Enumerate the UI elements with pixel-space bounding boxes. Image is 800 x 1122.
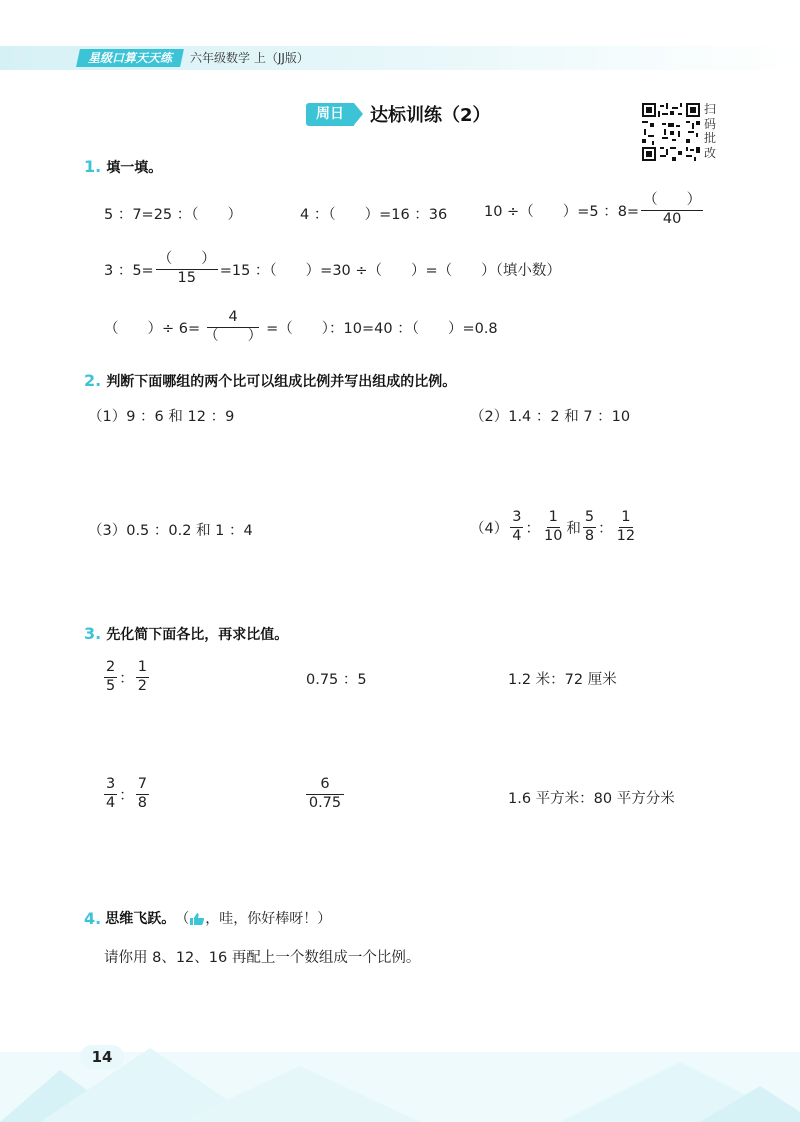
q1-line2-pre: 3 ：5= <box>104 262 154 279</box>
book-subtitle: 六年级数学 上（JJ版） <box>190 51 309 65</box>
q4-body: 请你用 8、12、16 再配上一个数组成一个比例。 <box>104 950 421 966</box>
q3-heading <box>84 624 288 644</box>
day-badge: 周日 <box>306 103 354 126</box>
fraction <box>542 510 564 545</box>
q3-item6: 1.6 平方米：80 平方分米 <box>508 791 675 807</box>
q2-part2: （2）1.4 ：2 和 7 ：10 <box>470 409 631 425</box>
page-number: 14 <box>80 1045 124 1069</box>
q2-text: 判断下面哪组的两个比可以组成比例并写出组成的比例。 <box>106 374 457 390</box>
fraction-denominator: （ ） <box>204 327 263 344</box>
fraction <box>306 777 344 812</box>
fraction-numerator: 2 <box>104 660 117 678</box>
q1-line2-fraction <box>156 252 218 287</box>
fraction <box>583 510 596 545</box>
q2-part4 <box>470 510 639 545</box>
q2-number: 2. <box>84 371 102 390</box>
fraction-numerator: 1 <box>547 510 560 528</box>
q1-line2 <box>104 252 561 287</box>
fraction-numerator: （ ） <box>641 193 703 211</box>
q3-item2: 0.75 ：5 <box>306 672 367 688</box>
q3-item4 <box>102 777 151 812</box>
q1-line1-c <box>484 193 705 228</box>
q1-line3-post: =（ ）：10=40 ：（ ）=0.8 <box>266 320 498 337</box>
q2-part3: （3）0.5 ：0.2 和 1 ：4 <box>88 523 253 539</box>
q1-text: 填一填。 <box>106 160 163 176</box>
fraction-numerator: （ ） <box>156 252 218 270</box>
fraction-numerator: 3 <box>104 777 117 795</box>
page-title: 达标训练（2） <box>370 105 491 126</box>
qr-code[interactable] <box>642 103 700 161</box>
q4-heading <box>84 908 331 928</box>
q4-note-open: （ <box>175 911 190 927</box>
q2-part1: （1）9 ：6 和 12 ：9 <box>88 409 235 425</box>
thumbs-up-icon <box>189 911 205 925</box>
fraction <box>136 777 149 812</box>
ratio-colon: ： <box>119 787 134 804</box>
fraction-denominator: 2 <box>137 677 147 694</box>
fraction-denominator: 5 <box>106 677 116 694</box>
day-badge-arrow <box>354 103 363 125</box>
ratio-colon: ： <box>119 670 134 687</box>
and-word: 和 <box>566 520 581 537</box>
fraction-numerator: 4 <box>207 310 259 328</box>
fraction-numerator: 3 <box>510 510 523 528</box>
fraction-numerator: 7 <box>136 777 149 795</box>
q1-line1-c-fraction <box>641 193 703 228</box>
q1-line1-c-expr: 10 ÷（ ）=5 ：8= <box>484 203 640 220</box>
q3-item1 <box>102 660 151 695</box>
qr-label: 扫码批改 <box>704 102 717 160</box>
q1-line1-a: 5 ：7=25 ：（ ） <box>104 207 243 223</box>
q2-heading <box>84 371 456 391</box>
q1-line3-pre: （ ）÷ 6= <box>104 320 201 337</box>
q1-line1-b: 4 ：（ ）=16 ：36 <box>300 207 448 223</box>
fraction <box>510 510 523 545</box>
fraction-denominator: 8 <box>137 794 147 811</box>
ratio-colon: ： <box>598 520 613 537</box>
fraction <box>104 660 117 695</box>
fraction <box>104 777 117 812</box>
fraction-denominator: 40 <box>662 210 682 227</box>
fraction <box>136 660 149 695</box>
q3-text: 先化简下面各比，再求比值。 <box>106 627 289 643</box>
q4-number: 4. <box>84 908 102 928</box>
fraction-numerator: 6 <box>306 777 344 795</box>
fraction-numerator: 5 <box>583 510 596 528</box>
fraction-denominator: 10 <box>543 527 563 544</box>
q4-note: ，哇，你好棒呀！） <box>205 911 332 927</box>
q1-heading <box>84 157 162 177</box>
fraction-numerator: 1 <box>619 510 632 528</box>
q1-line3 <box>104 310 498 345</box>
fraction-numerator: 1 <box>136 660 149 678</box>
fraction-denominator: 12 <box>616 527 636 544</box>
series-tag: 星级口算天天练 <box>76 49 184 67</box>
q4-text: 思维飞跃。 <box>105 911 176 927</box>
q3-item3: 1.2 米：72 厘米 <box>508 672 617 688</box>
q2-part4-label: （4） <box>470 520 509 537</box>
fraction <box>615 510 637 545</box>
q1-line2-post: =15 ：（ ）=30 ÷（ ）=（ ）（填小数） <box>219 262 561 279</box>
qr-code-icon <box>642 103 700 161</box>
q1-line3-fraction <box>202 310 264 345</box>
q1-number: 1. <box>84 157 102 176</box>
q3-number: 3. <box>84 624 102 643</box>
fraction-denominator: 8 <box>584 527 595 544</box>
ratio-colon: ： <box>525 520 540 537</box>
q3-item5 <box>304 777 346 812</box>
fraction-denominator: 4 <box>106 794 116 811</box>
fraction-denominator: 0.75 <box>308 794 342 811</box>
fraction-denominator: 15 <box>177 269 196 286</box>
fraction-denominator: 4 <box>512 527 522 544</box>
